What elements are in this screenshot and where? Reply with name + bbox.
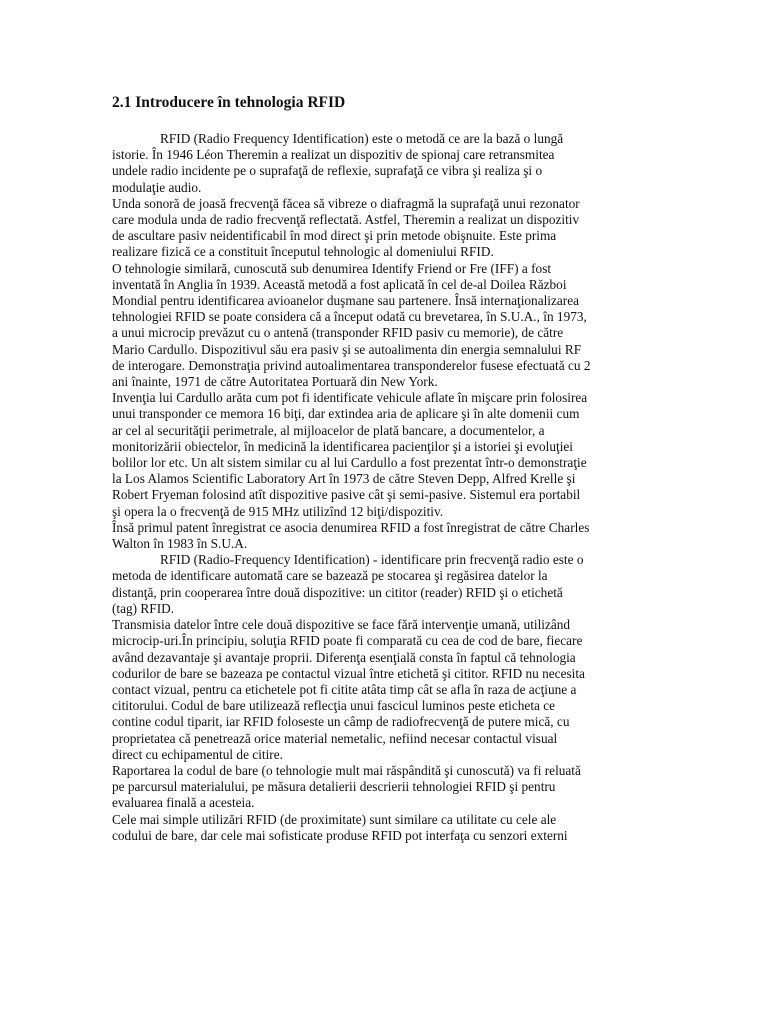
paragraph [112, 812, 664, 844]
text-line: Invenţia lui Cardullo arăta cum pot fi identificate vehicule aflate în mişcare prin folosirea [112, 390, 588, 406]
text-line: Robert Fryeman folosind atît dispozitive pasive cât şi semi-pasive. Sistemul era portabil [112, 487, 581, 503]
text-line: ar cel al securităţii perimetrale, al mijloacelor de plată bancare, a documentelor, a [112, 422, 545, 438]
text-line: cititorului. Codul de bare utilizează reflecţia unui fascicul luminos peste eticheta ce [112, 698, 556, 714]
text-line: direct cu echipamentul de citire. [112, 746, 283, 762]
paragraph [112, 552, 664, 617]
text-line: RFID (Radio-Frequency Identification) - identificare prin frecvenţă radio este o [160, 552, 584, 568]
text-line: bolilor lor etc. Un alt sistem similar cu al lui Cardullo a fost prezentat într-o demonstraţie [112, 455, 587, 471]
text-line: pe parcursul materialului, pe măsura detalierii descrierii tehnologiei RFID şi pentru [112, 779, 556, 795]
text-line: Mario Cardullo. Dispozitivul său era pasiv şi se autoalimenta din energia semnalului RF [112, 341, 582, 357]
document-body [112, 131, 664, 844]
text-line: şi opera la o frecvenţă de 915 MHz utilizînd 12 biţi/dispozitiv. [112, 503, 444, 519]
text-line: Walton în 1983 în S.U.A. [112, 536, 248, 552]
text-line: realizare fizică ce a constituit începutul tehnologic al domeniului RFID. [112, 244, 494, 260]
text-line: istorie. În 1946 Léon Theremin a realizat un dispozitiv de spionaj care retransmitea [112, 147, 555, 163]
text-line: metoda de identificare automată care se bazează pe stocarea şi regăsirea datelor la [112, 568, 548, 584]
text-line: la Los Alamos Scientific Laboratory Art în 1973 de către Steven Depp, Alfred Krelle şi [112, 471, 576, 487]
text-line: codului de bare, dar cele mai sofisticate produse RFID pot interfaţa cu senzori externi [112, 827, 568, 843]
section-heading: 2.1 Introducere în tehnologia RFID [112, 94, 346, 111]
text-line: undele radio incidente pe o suprafaţă de reflexie, suprafaţă ce vibra şi realiza şi o [112, 163, 543, 179]
text-line: care modula unda de radio frecvenţă reflectată. Astfel, Theremin a realizat un dispozitiv [112, 212, 580, 228]
text-line: Raportarea la codul de bare (o tehnologie mult mai răspândită şi cunoscută) va fi reluată [112, 762, 581, 778]
text-line: a unui microcip prevăzut cu o antenă (transponder RFID pasiv cu memorie), de către [112, 325, 564, 341]
text-line: (tag) RFID. [112, 600, 175, 616]
text-line: Cele mai simple utilizări RFID (de proximitate) sunt similare ca utilitate cu cele ale [112, 811, 557, 827]
text-line: distanţă, prin cooperarea între două dispozitive: un cititor (reader) RFID şi o etichetă [112, 584, 563, 600]
text-line: evaluarea finală a acesteia. [112, 795, 255, 811]
paragraph [112, 131, 664, 196]
paragraph [112, 763, 664, 812]
text-line: O tehnologie similară, cunoscută sub denumirea Identify Friend or Fre (IFF) a fost [112, 260, 552, 276]
text-line: unui transponder ce memora 16 biţi, dar extindea aria de aplicare şi în alte domenii cum [112, 406, 580, 422]
text-line: proprietatea că penetrează orice material nemetalic, nefiind necesar contactul visual [112, 730, 558, 746]
text-line: tehnologiei RFID se poate considera că a început odată cu brevetarea, în S.U.A., în 1973, [112, 309, 587, 325]
paragraph [112, 196, 664, 261]
text-line: Mondial pentru identificarea avioanelor duşmane sau partenere. Însă internaţionalizarea [112, 293, 580, 309]
text-line: RFID (Radio Frequency Identification) este o metodă ce are la bază o lungă [160, 131, 564, 146]
document-page [112, 93, 664, 844]
text-line: microcip-uri.În principiu, soluţia RFID poate fi comparată cu cea de cod de bare, fiecare [112, 633, 583, 649]
text-line: Transmisia datelor între cele două dispozitive se face fără intervenţie umană, utilizând [112, 617, 571, 633]
text-line: având dezavantaje şi avantaje proprii. Diferenţa esenţială consta în faptul că tehnologia [112, 649, 576, 665]
text-line: de ascultare pasiv neidentificabil în mod direct şi prin metode obişnuite. Este prima [112, 228, 557, 244]
text-line: Însă primul patent înregistrat ce asocia denumirea RFID a fost înregistrat de către Charles [112, 519, 590, 535]
text-line: codurilor de bare se bazeaza pe contactul vizual între etichetă şi cititor. RFID nu necesita [112, 665, 585, 681]
text-line: ani înainte, 1971 de către Autoritatea Portuară din New York. [112, 374, 438, 390]
paragraph [112, 390, 664, 520]
text-line: modulaţie audio. [112, 179, 202, 195]
text-line: monitorizării obiectelor, în medicină la identificarea pacienţilor şi a istoriei şi evoluţiei [112, 438, 574, 454]
text-line: de interogare. Demonstraţia privind autoalimentarea transponderelor fusese efectuată cu 2 [112, 357, 591, 373]
text-line: Unda sonoră de joasă frecvenţă făcea să vibreze o diafragmă la suprafaţă unui rezonator [112, 195, 580, 211]
paragraph [112, 520, 664, 552]
paragraph [112, 261, 664, 391]
text-line: contact vizual, pentru ca etichetele pot fi citite atâta timp cât se afla în raza de acţiune a [112, 681, 577, 697]
paragraph [112, 617, 664, 763]
text-line: inventată în Anglia în 1939. Această metodă a fost aplicată în cel de-al Doilea Război [112, 276, 567, 292]
text-line: contine codul tiparit, iar RFID foloseste un câmp de radiofrecvenţă de putere mică, cu [112, 714, 570, 730]
